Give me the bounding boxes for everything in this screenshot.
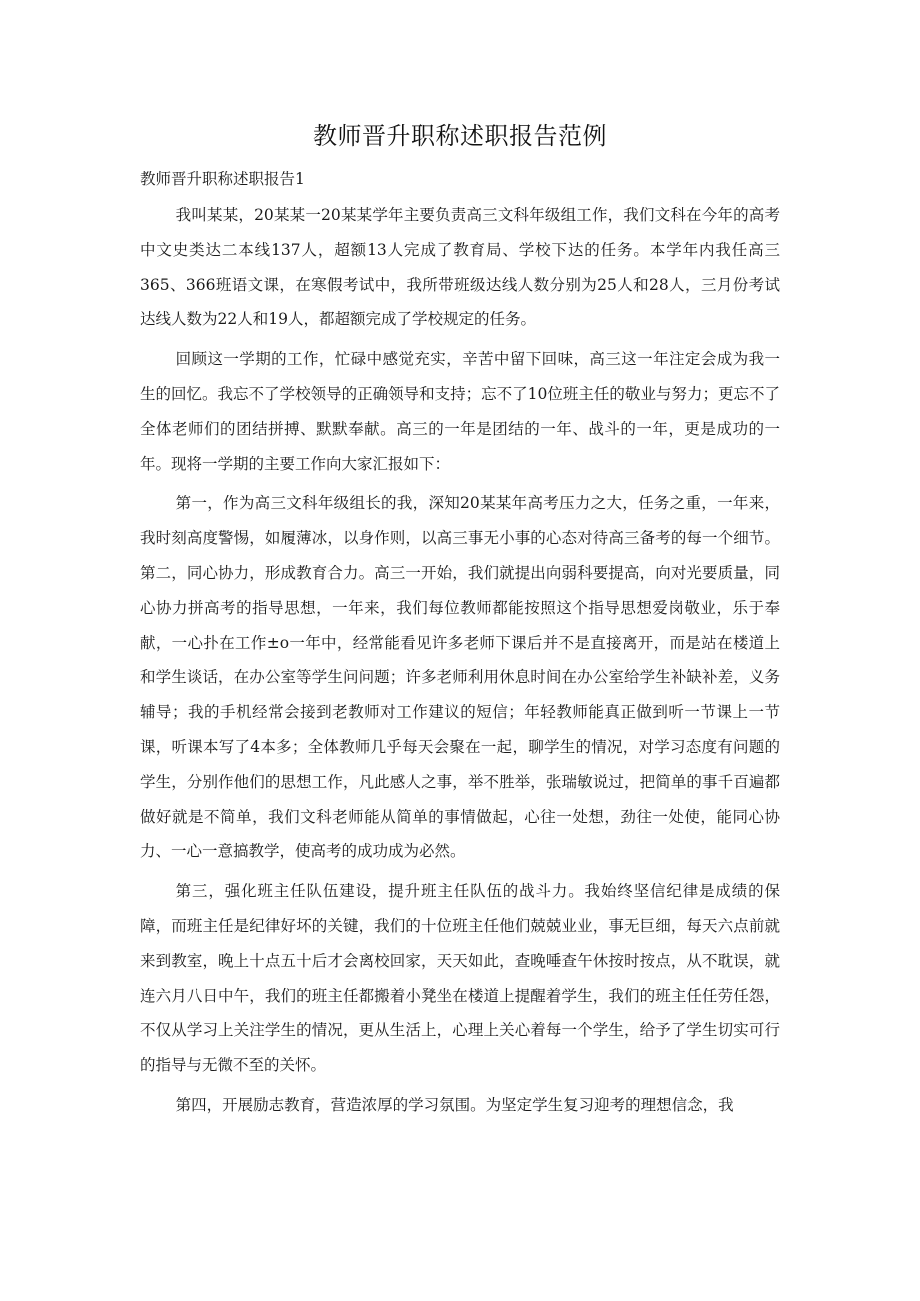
document-body [140,198,780,1128]
paragraph-5: 第四，开展励志教育，营造浓厚的学习氛围。为坚定学生复习迎考的理想信念，我 [175,1095,734,1114]
paragraph-1: 我叫某某，20某某一20某某学年主要负责高三文科年级组工作，我们文科在今年的高考中文史类达二本线137人，超额13人完成了教育局、学校下达的任务。本学年内我任高三365、366班语文课，在寒假考试中，我所带班级达线人数分别为25人和28人，三月份考试达线人数为22人和19人，都超额完成了学校规定的任务。 [140,206,780,329]
paragraph-3: 第一，作为高三文科年级组长的我，深知20某某年高考压力之大，任务之重，一年来，我时刻高度警惕，如履薄冰，以身作则，以高三事无小事的心态对待高三备考的每一个细节。第二，同心协力，形成教育合力。高三一开始，我们就提出向弱科要提高，向对光要质量，同心协力拼高考的指导思想，一年来，我们每位教师都能按照这个指导思想爱岗敬业，乐于奉献，一心扑在工作±o一年中，经常能看见许多老师下课后并不是直接离开，而是站在楼道上和学生谈话，在办公室等学生问问题；许多老师利用休息时间在办公室给学生补缺补差，义务辅导；我的手机经常会接到老教师对工作建议的短信；年轻教师能真正做到听一节课上一节课，听课本写了4本多；全体教师几乎每天会聚在一起，聊学生的情况，对学习态度有问题的学生，分别作他们的思想工作，凡此感人之事，举不胜举，张瑞敏说过，把简单的事千百遍都做好就是不简单，我们文科老师能从简单的事情做起，心往一处想，劲往一处使，能同心协力、一心一意搞教学，使高考的成功成为必然。 [140,494,780,861]
paragraph-4: 第三，强化班主任队伍建设，提升班主任队伍的战斗力。我始终坚信纪律是成绩的保障，而班主任是纪律好坏的关键，我们的十位班主任他们兢兢业业，事无巨细，每天六点前就来到教室，晚上十点五十后才会离校回家，天天如此，查晚唾查午休按时按点，从不耽误，就连六月八日中午，我们的班主任都搬着小凳坐在楼道上提醒着学生，我们的班主任任劳任怨，不仅从学习上关注学生的情况，更从生活上，心理上关心着每一个学生，给予了学生切实可行的指导与无微不至的关怀。 [140,882,780,1075]
report-subtitle: 教师晋升职称述职报告1 [140,170,305,188]
document-title: 教师晋升职称述职报告范例 [313,122,607,150]
paragraph-2: 回顾这一学期的工作，忙碌中感觉充实，辛苦中留下回味，高三这一年注定会成为我一生的回忆。我忘不了学校领导的正确领导和支持；忘不了10位班主任的敬业与努力；更忘不了全体老师们的团结拼搏、默默奉献。高三的一年是团结的一年、战斗的一年，更是成功的一年。现将一学期的主要工作向大家汇报如下： [140,350,780,473]
